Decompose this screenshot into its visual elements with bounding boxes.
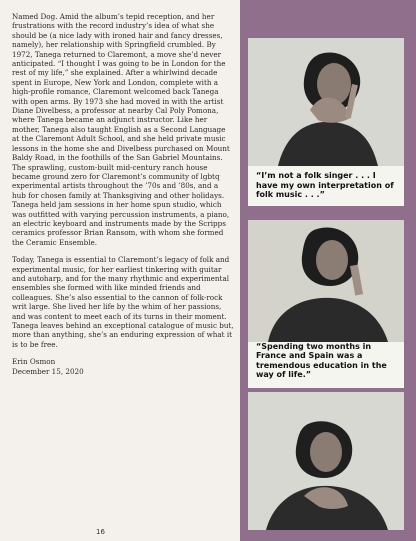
photo-1-caption: “I’m not a folk singer . . . I have my own interpretation of folk music . . .” — [256, 171, 394, 200]
article-date: December 15, 2020 — [12, 366, 84, 376]
article-paragraph-2: Today, Tanega is essential to Claremont’s legacy of folk and experimental music, for her earliest tinkering with guitar and autoharp, and for the many rhythmic and experimental ensembles she formed with like minded friends and colleagues. She’s also essential to the cannon of folk-rock writ large. She lived her life by the whim of her passions, and was content to meet each of its turns in their moment. Tanega leaves behind an exceptional catalogue of music but, more than anything, she’s an enduring expression of what it is to be free. — [12, 255, 234, 349]
woman-portrait-illustration — [248, 392, 404, 530]
photo-1-image — [248, 38, 404, 166]
woman-portrait-illustration — [248, 220, 404, 342]
page-number: 16 — [96, 528, 105, 536]
photo-1 — [248, 38, 404, 206]
photo-2-image — [248, 220, 404, 342]
photo-3-image — [248, 392, 404, 530]
byline — [12, 357, 234, 376]
article-text-column — [12, 12, 234, 376]
photo-3 — [248, 392, 404, 530]
article-paragraph-1: Named Dog. Amid the album’s tepid reception, and her frustrations with the record industry’s idea of what she should be (a nice lady with ironed hair and fancy dresses, namely), her relationship with Springfield crumbled. By 1972, Tanega returned to Claremont, a move she’d never anticipated. “I thought I was going to be in London for the rest of my life,” she explained. After a whirlwind decade spent in Europe, New York and London, complete with a high-profile romance, Claremont welcomed back Tanega with open arms. By 1973 she had moved in with the artist Diane Divelbess, a professor at nearby Cal Poly Pomona, where Tanega became an adjunct instructor. Like her mother, Tanega also taught English as a Second Language at the Claremont Adult School, and she held private music lessons in the home she and Divelbess purchased on Mount Baldy Road, in the foothills of the San Gabriel Mountains. The sprawling, custom-built mid-century ranch house became ground zero for Claremont’s community of lgbtq experimental artists throughout the ’70s and ’80s, and a hub for chosen family at Thanksgiving and other holidays. Tanega held jam sessions in her home spun studio, which was outfitted with varying percussion instruments, a piano, an electric keyboard and instruments made by the Scripps ceramics professor Brian Ransom, with whom she formed the Ceramic Ensemble. — [12, 12, 230, 247]
author-name: Erin Osmon — [12, 357, 56, 367]
photo-2-caption: “Spending two months in France and Spain was a tremendous education in the way of life.” — [256, 341, 387, 380]
photo-2 — [248, 220, 404, 388]
photo-sidebar — [240, 0, 416, 541]
woman-portrait-illustration — [248, 38, 404, 166]
